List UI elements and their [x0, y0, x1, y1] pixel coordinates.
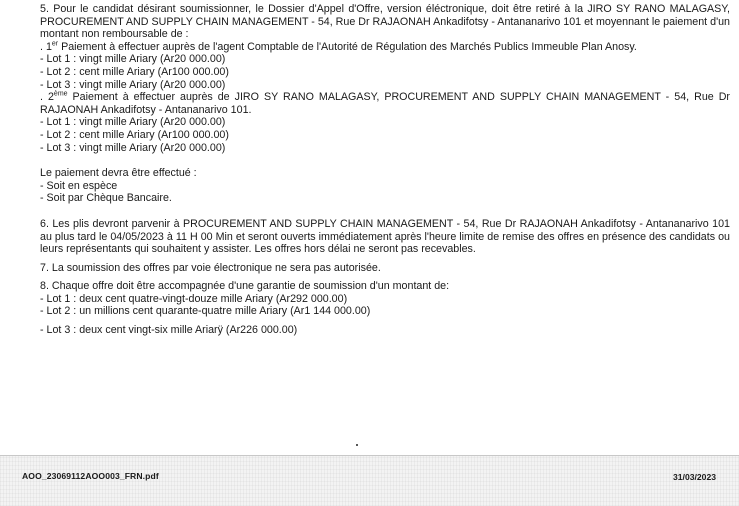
- payment-mode-cheque: - Soit par Chèque Bancaire.: [40, 192, 172, 205]
- payment-2-text: Paiement à effectuer auprès de JIRO SY RANO MALAGASY, PROCUREMENT AND SUPPLY CHAIN MANAGEMENT - 54, Rue Dr RAJAONAH Ankadifotsy - Antananarivo 101.: [40, 91, 730, 116]
- guarantee-lot-3: - Lot 3 : deux cent vingt-six mille Ariarÿ (Ar226 000.00): [40, 324, 298, 337]
- payment-2-paragraph: [40, 91, 730, 116]
- payment-1-lot-3: - Lot 3 : vingt mille Ariary (Ar20 000.00): [40, 78, 226, 91]
- payment-2-lot-1: - Lot 1 : vingt mille Ariary (Ar20 000.00): [40, 116, 226, 129]
- payment-2-lot-3: - Lot 3 : vingt mille Ariary (Ar20 000.00): [40, 141, 226, 154]
- spacer: [40, 205, 730, 218]
- payment-1-lot-2: - Lot 2 : cent mille Ariary (Ar100 000.00): [40, 65, 229, 78]
- payment-2-lot-2: - Lot 2 : cent mille Ariary (Ar100 000.00): [40, 128, 229, 141]
- payment-2-ordinal: ème: [53, 90, 68, 98]
- guarantee-lot-1: - Lot 1 : deux cent quatre-vingt-douze mille Ariary (Ar292 000.00): [40, 292, 348, 305]
- footer-divider: [0, 455, 739, 456]
- payment-mode-title: Le paiement devra être effectué :: [40, 167, 197, 180]
- payment-1-paragraph: [40, 41, 730, 54]
- section-8-intro: 8. Chaque offre doit être accompagnée d'une garantie de soumission d'un montant de:: [40, 280, 450, 293]
- document-body: [40, 3, 730, 337]
- payment-1-text: Paiement à effectuer auprès de l'agent Comptable de l'Autorité de Régulation des Marchés Publics Immeuble Plan Anosy.: [58, 40, 637, 53]
- payment-2-prefix: . 2: [40, 91, 54, 104]
- payment-1-lot-1: - Lot 1 : vingt mille Ariary (Ar20 000.00): [40, 53, 226, 66]
- stray-mark: [356, 444, 358, 446]
- footer-date: 31/03/2023: [673, 472, 717, 482]
- section-5-intro: 5. Pour le candidat désirant soumissionner, le Dossier d'Appel d'Offre, version éléctronique, doit être retiré à la JIRO SY RANO MALAGASY, PROCUREMENT AND SUPPLY CHAIN MANAGEMENT - 54, Rue Dr RAJAONAH Ankadifotsy - Antananarivo 101 et moyennant le paiement d'un montant non remboursable de :: [40, 3, 730, 41]
- footer-filename: AOO_23069112AOO003_FRN.pdf: [22, 471, 159, 481]
- page-footer: [0, 455, 739, 506]
- payment-mode-cash: - Soit en espèce: [40, 179, 118, 192]
- payment-1-ordinal: er: [51, 40, 59, 48]
- payment-1-prefix: . 1: [40, 40, 52, 53]
- spacer: [40, 154, 730, 167]
- guarantee-lot-2: - Lot 2 : un millions cent quarante-quatre mille Ariary (Ar1 144 000.00): [40, 305, 371, 318]
- section-6: 6. Les plis devront parvenir à PROCUREMENT AND SUPPLY CHAIN MANAGEMENT - 54, Rue Dr RAJAONAH Ankadifotsy - Antananarivo 101 au plus tard le 04/05/2023 à 11 H 00 Min et seront ouverts immédiatement après l'heure limite de remise des offres en présence des candidats ou leurs représentants qui souhaitent y assister. Les offres hors délai ne seront pas recevables.: [40, 217, 730, 256]
- section-7: 7. La soumission des offres par voie électronique ne sera pas autorisée.: [40, 261, 381, 274]
